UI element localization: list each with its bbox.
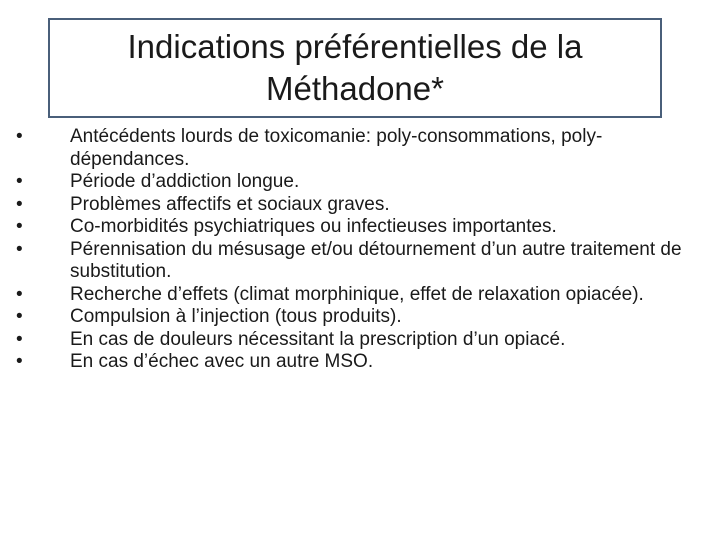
bullet-item-pain: • En cas de douleurs nécessitant la prescription d’un opiacé.: [16, 329, 706, 352]
bullet-list: [16, 126, 706, 374]
slide-title-line-1: Indications préférentielles de la: [127, 28, 583, 65]
slide-title-line-2: Méthadone*: [266, 70, 444, 107]
bullet-item-history: • Antécédents lourds de toxicomanie: poly-consommations, poly-dépendances.: [16, 126, 706, 171]
slide-title: [50, 26, 660, 110]
bullet-item-mso-failure: • En cas d’échec avec un autre MSO.: [16, 351, 706, 374]
bullet-item-misuse: • Pérennisation du mésusage et/ou détournement d’un autre traitement de substitution.: [16, 239, 706, 284]
bullet-item-comorbidities: • Co-morbidités psychiatriques ou infectieuses importantes.: [16, 216, 706, 239]
bullet-item-injection: • Compulsion à l’injection (tous produits).: [16, 306, 706, 329]
bullet-item-effects-seeking: • Recherche d’effets (climat morphinique, effet de relaxation opiacée).: [16, 284, 706, 307]
bullet-item-affective-social: • Problèmes affectifs et sociaux graves.: [16, 194, 706, 217]
slide-title-box: [48, 18, 662, 118]
bullet-item-long-addiction: • Période d’addiction longue.: [16, 171, 706, 194]
